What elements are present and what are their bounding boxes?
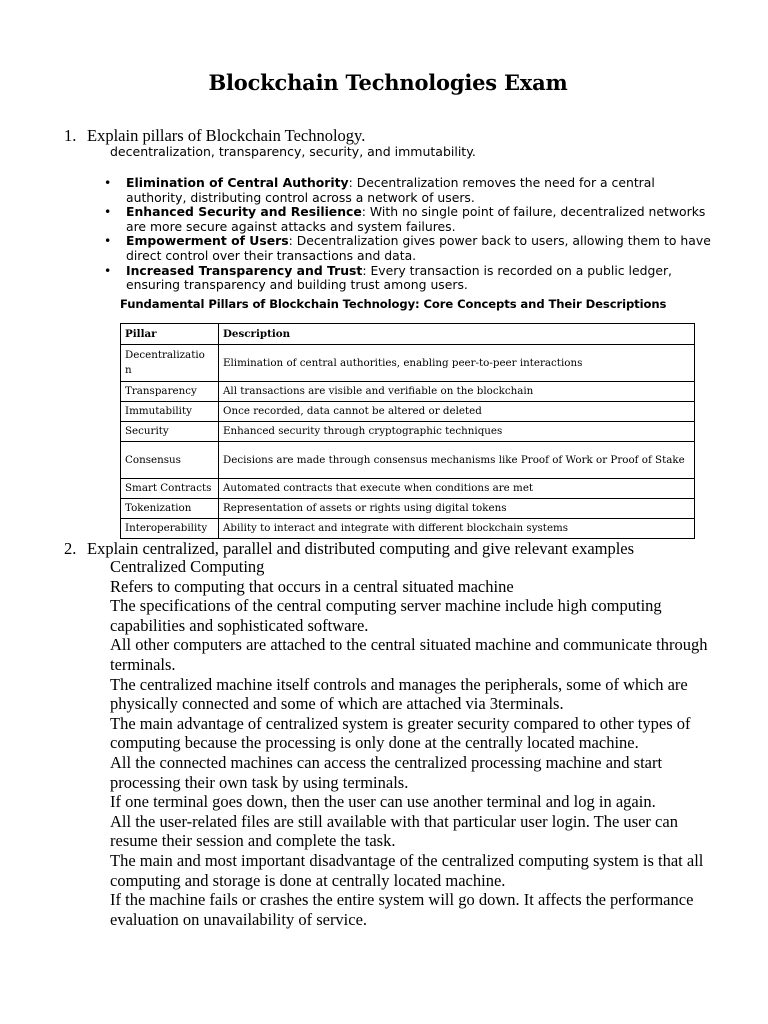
description-cell: Enhanced security through cryptographic techniques: [219, 422, 695, 442]
answer-paragraph: The main and most important disadvantage of the centralized computing system is that all computing and storage is done at centrally located machine.: [110, 850, 704, 890]
header-pillar: Pillar: [121, 324, 219, 345]
bullet-bold: Empowerment of Users: [126, 233, 289, 249]
bullet-item: [104, 176, 714, 205]
description-cell: Decisions are made through consensus mechanisms like Proof of Work or Proof of Stake: [219, 442, 695, 479]
answer-paragraph: All the user-related files are still available with that particular user login. The user can resume their session and complete the task.: [110, 811, 678, 851]
pillar-cell: Smart Contracts: [121, 479, 219, 499]
question-2: [64, 539, 634, 558]
question-1-number: 1.: [64, 126, 77, 145]
bullet-bold: Enhanced Security and Resilience: [126, 204, 362, 220]
description-cell: Elimination of central authorities, enabling peer-to-peer interactions: [219, 345, 695, 382]
pillar-cell: Immutability: [121, 402, 219, 422]
description-cell: Automated contracts that execute when conditions are met: [219, 479, 695, 499]
description-cell: All transactions are visible and verifiable on the blockchain: [219, 382, 695, 402]
answer-paragraph: The specifications of the central computing server machine include high computing capabilities and sophisticated software.: [110, 596, 662, 635]
bullet-text: : With no single point of failure, decentralized networks are more secure against attacks and system failures.: [126, 204, 706, 234]
page-title: Blockchain Technologies Exam: [208, 70, 568, 95]
bullet-text: : Decentralization gives power back to users, allowing them to have direct control over their transactions and data.: [126, 233, 711, 263]
bullet-text: : Every transaction is recorded on a public ledger, ensuring transparency and building trust among users.: [126, 262, 672, 293]
answer-paragraph: If one terminal goes down, then the user can use another terminal and log in again.: [110, 792, 656, 812]
description-cell: Ability to interact and integrate with different blockchain systems: [219, 519, 695, 539]
answer-paragraph: The centralized machine itself controls and manages the peripherals, some of which are physically connected and some of which are attached via 3terminals.: [110, 674, 688, 714]
table-row: [121, 442, 695, 479]
table-row: [121, 402, 695, 422]
description-cell: Once recorded, data cannot be altered or deleted: [219, 402, 695, 422]
answer-paragraph: Refers to computing that occurs in a central situated machine: [110, 576, 514, 596]
answer-paragraph: Centralized Computing: [110, 557, 265, 576]
pillar-cell: Tokenization: [121, 499, 219, 519]
bullet-text: : Decentralization removes the need for a central authority, distributing control across a network of users.: [126, 175, 655, 205]
answer-paragraph: The main advantage of centralized system is greater security compared to other types of computing because the processing is only done at the centrally located machine.: [110, 713, 691, 753]
table-row: [121, 345, 695, 382]
description-cell: Representation of assets or rights using digital tokens: [219, 499, 695, 519]
pillar-cell: Consensus: [121, 442, 219, 479]
bullet-item: [104, 205, 714, 234]
pillar-bullet-list: [104, 176, 714, 293]
table-caption: Fundamental Pillars of Blockchain Technology: Core Concepts and Their Descriptions: [120, 297, 667, 311]
question-1-subline: decentralization, transparency, security, and immutability.: [110, 144, 476, 159]
answer-paragraph: All the connected machines can access the centralized processing machine and start processing their own task by using terminals.: [110, 752, 663, 792]
question-1: [64, 126, 365, 145]
table-row: [121, 499, 695, 519]
pillar-cell: Decentralizatio n: [121, 345, 219, 382]
pillar-cell: Transparency: [121, 382, 219, 402]
pillar-cell: Security: [121, 422, 219, 442]
pillar-cell: Interoperability: [121, 519, 219, 539]
bullet-bold: Increased Transparency and Trust: [126, 262, 363, 278]
question-2-answer: [110, 557, 722, 929]
question-2-number: 2.: [64, 539, 77, 558]
table-row: [121, 479, 695, 499]
answer-paragraph: If the machine fails or crashes the entire system will go down. It affects the performance evaluation on unavailability of service.: [110, 890, 694, 929]
bullet-item: [104, 264, 714, 293]
question-1-text: Explain pillars of Blockchain Technology.: [87, 126, 366, 145]
bullet-bold: Elimination of Central Authority: [126, 175, 349, 190]
question-2-text: Explain centralized, parallel and distributed computing and give relevant examples: [87, 539, 635, 558]
answer-paragraph: All other computers are attached to the central situated machine and communicate through terminals.: [110, 635, 708, 674]
table-row: [121, 422, 695, 442]
header-description: Description: [219, 324, 695, 345]
table-header-row: [121, 324, 695, 345]
table-row: [121, 519, 695, 539]
table-row: [121, 382, 695, 402]
pillars-table: [120, 323, 695, 539]
bullet-item: [104, 234, 714, 263]
